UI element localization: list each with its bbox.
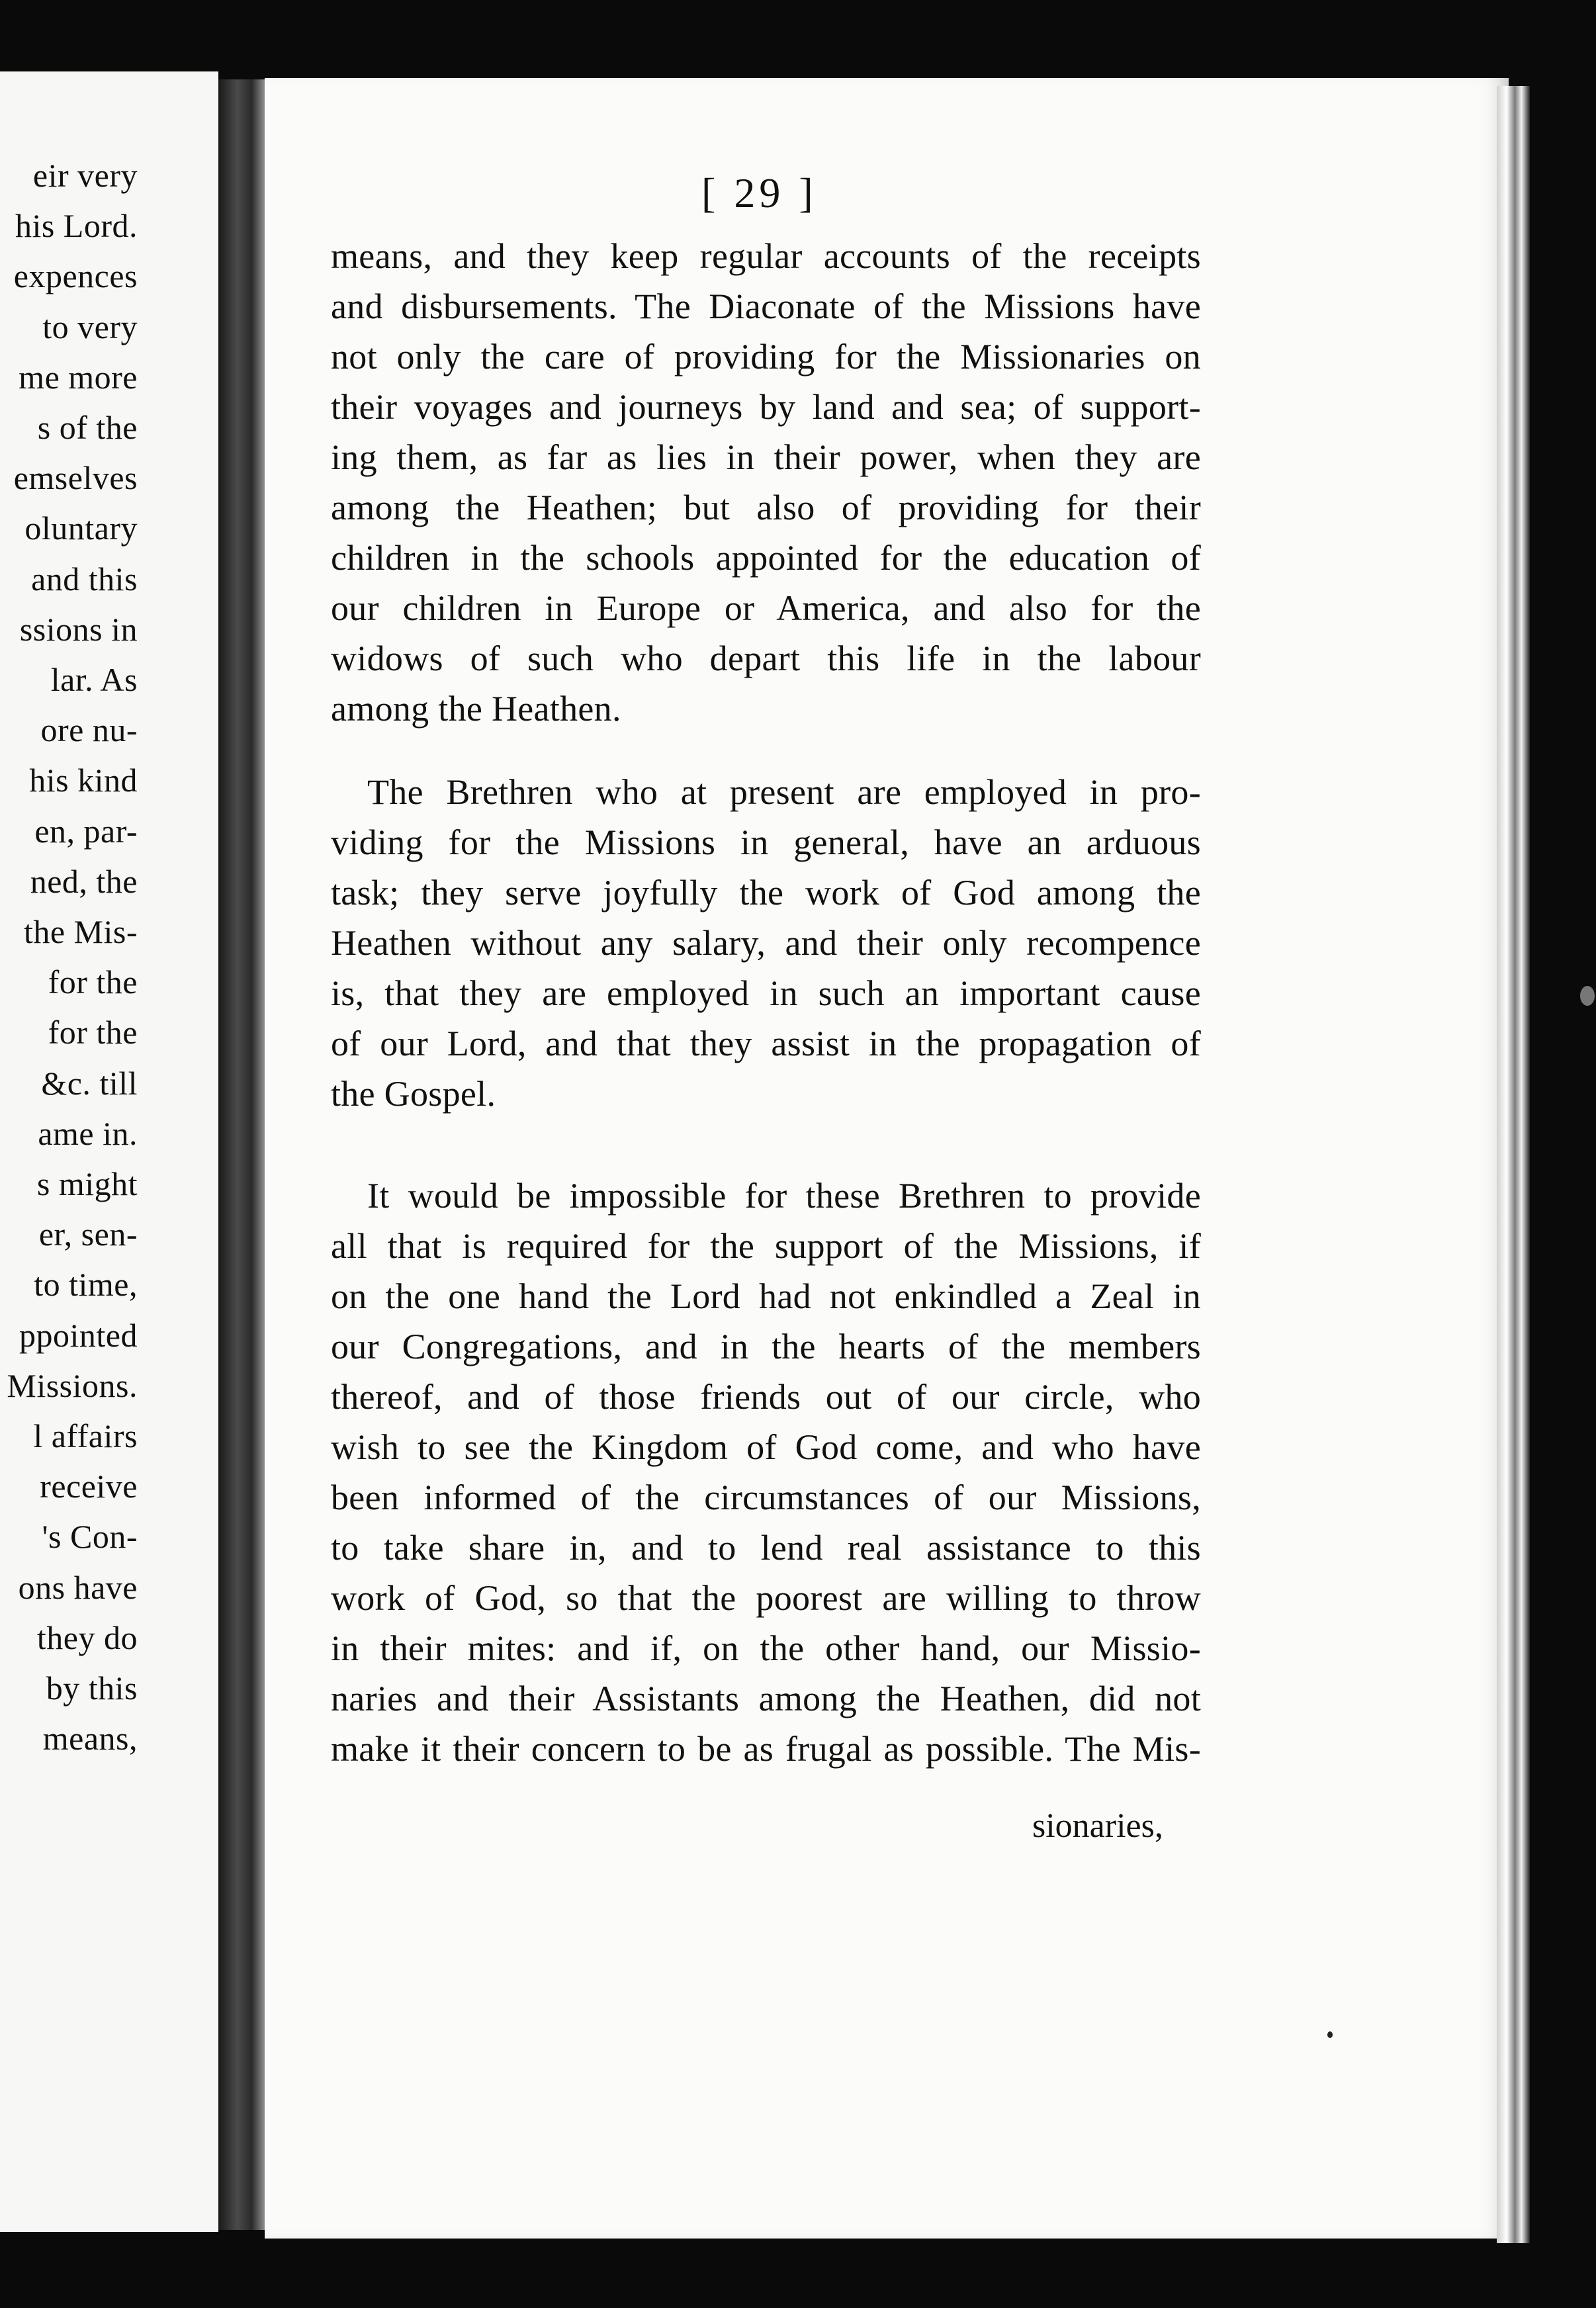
text-line: make it their concern to be as frugal as possible. The Mis-: [331, 1729, 1201, 1769]
text-line: not only the care of providing for the Missionaries on: [331, 337, 1201, 377]
previous-page-line: his Lord.: [15, 207, 138, 245]
previous-page-line: ppointed: [19, 1316, 138, 1354]
text-line: viding for the Missions in general, have an arduous: [331, 822, 1201, 862]
text-line: our children in Europe or America, and also for the: [331, 588, 1201, 628]
previous-page-line: expences: [13, 257, 138, 295]
text-line: the Gospel.: [331, 1074, 496, 1114]
previous-page-line: ssions in: [19, 610, 138, 648]
catchword: sionaries,: [1032, 1807, 1163, 1845]
previous-page-line: emselves: [13, 459, 138, 497]
text-line: their voyages and journeys by land and sea; of support-: [331, 387, 1201, 427]
text-line: to take share in, and to lend real assistance to this: [331, 1528, 1201, 1568]
text-line: of our Lord, and that they assist in the propagation of: [331, 1024, 1201, 1063]
previous-page-line: s might: [36, 1165, 138, 1202]
text-line: means, and they keep regular accounts of the receipts: [331, 236, 1201, 276]
previous-page-line: &c. till: [41, 1064, 138, 1102]
text-line: The Brethren who at present are employed in pro-: [367, 772, 1201, 812]
previous-page-line: ore nu-: [40, 711, 138, 749]
previous-page-line: me more: [19, 358, 138, 396]
text-line: among the Heathen; but also of providing for their: [331, 488, 1201, 527]
text-line: in their mites: and if, on the other hand, our Missio-: [331, 1628, 1201, 1668]
previous-page-line: ame in.: [38, 1114, 138, 1152]
text-line: children in the schools appointed for the education of: [331, 538, 1201, 578]
previous-page-line: for the: [48, 1014, 138, 1051]
text-line: among the Heathen.: [331, 689, 621, 729]
text-line: thereof, and of those friends out of our circle, who: [331, 1377, 1201, 1417]
previous-page-line: means,: [42, 1720, 138, 1757]
previous-page-line: ned, the: [30, 862, 138, 900]
text-line: ing them, as far as lies in their power, when they are: [331, 437, 1201, 477]
book-gutter: [218, 79, 266, 2230]
page-edge: [1497, 86, 1530, 2243]
previous-page-line: and this: [31, 560, 138, 598]
text-line: widows of such who depart this life in the labour: [331, 639, 1201, 678]
text-line: been informed of the circumstances of our Missions,: [331, 1478, 1201, 1517]
previous-page-line: to very: [42, 308, 138, 345]
previous-page-line: to time,: [34, 1266, 138, 1304]
previous-page-line: eir very: [32, 157, 138, 194]
previous-page-line: en, par-: [34, 812, 138, 850]
previous-page-line: er, sen-: [38, 1216, 138, 1253]
previous-page-line: 's Con-: [42, 1518, 138, 1556]
text-line: wish to see the Kingdom of God come, and who have: [331, 1427, 1201, 1467]
previous-page-line: receive: [40, 1468, 138, 1505]
previous-page-line: for the: [48, 963, 138, 1001]
ink-speck: [1327, 2031, 1333, 2038]
text-line: on the one hand the Lord had not enkindled a Zeal in: [331, 1276, 1201, 1316]
text-line: all that is required for the support of the Missions, if: [331, 1226, 1201, 1266]
previous-page-line: by this: [46, 1669, 138, 1707]
text-line: It would be impossible for these Brethren to provide: [367, 1176, 1201, 1216]
previous-page: [0, 71, 218, 2232]
previous-page-line: l affairs: [33, 1417, 138, 1454]
page-number: [ 29 ]: [701, 169, 817, 216]
text-line: task; they serve joyfully the work of God among the: [331, 873, 1201, 912]
ink-speck: [1580, 986, 1595, 1006]
text-line: is, that they are employed in such an important cause: [331, 973, 1201, 1013]
previous-page-line: the Mis-: [23, 913, 138, 950]
previous-page-line: Missions.: [7, 1366, 138, 1404]
text-line: our Congregations, and in the hearts of the members: [331, 1327, 1201, 1366]
text-line: naries and their Assistants among the Heathen, did not: [331, 1679, 1201, 1718]
previous-page-line: s of the: [37, 409, 138, 446]
previous-page-line: oluntary: [24, 510, 138, 547]
previous-page-line: ons have: [18, 1568, 138, 1606]
previous-page-line: lar. As: [50, 661, 138, 698]
previous-page-line: his kind: [29, 762, 138, 799]
previous-page-line: they do: [36, 1619, 138, 1656]
text-line: work of God, so that the poorest are willing to throw: [331, 1578, 1201, 1618]
text-line: Heathen without any salary, and their only recompence: [331, 923, 1201, 963]
text-line: and disbursements. The Diaconate of the Missions have: [331, 287, 1201, 326]
